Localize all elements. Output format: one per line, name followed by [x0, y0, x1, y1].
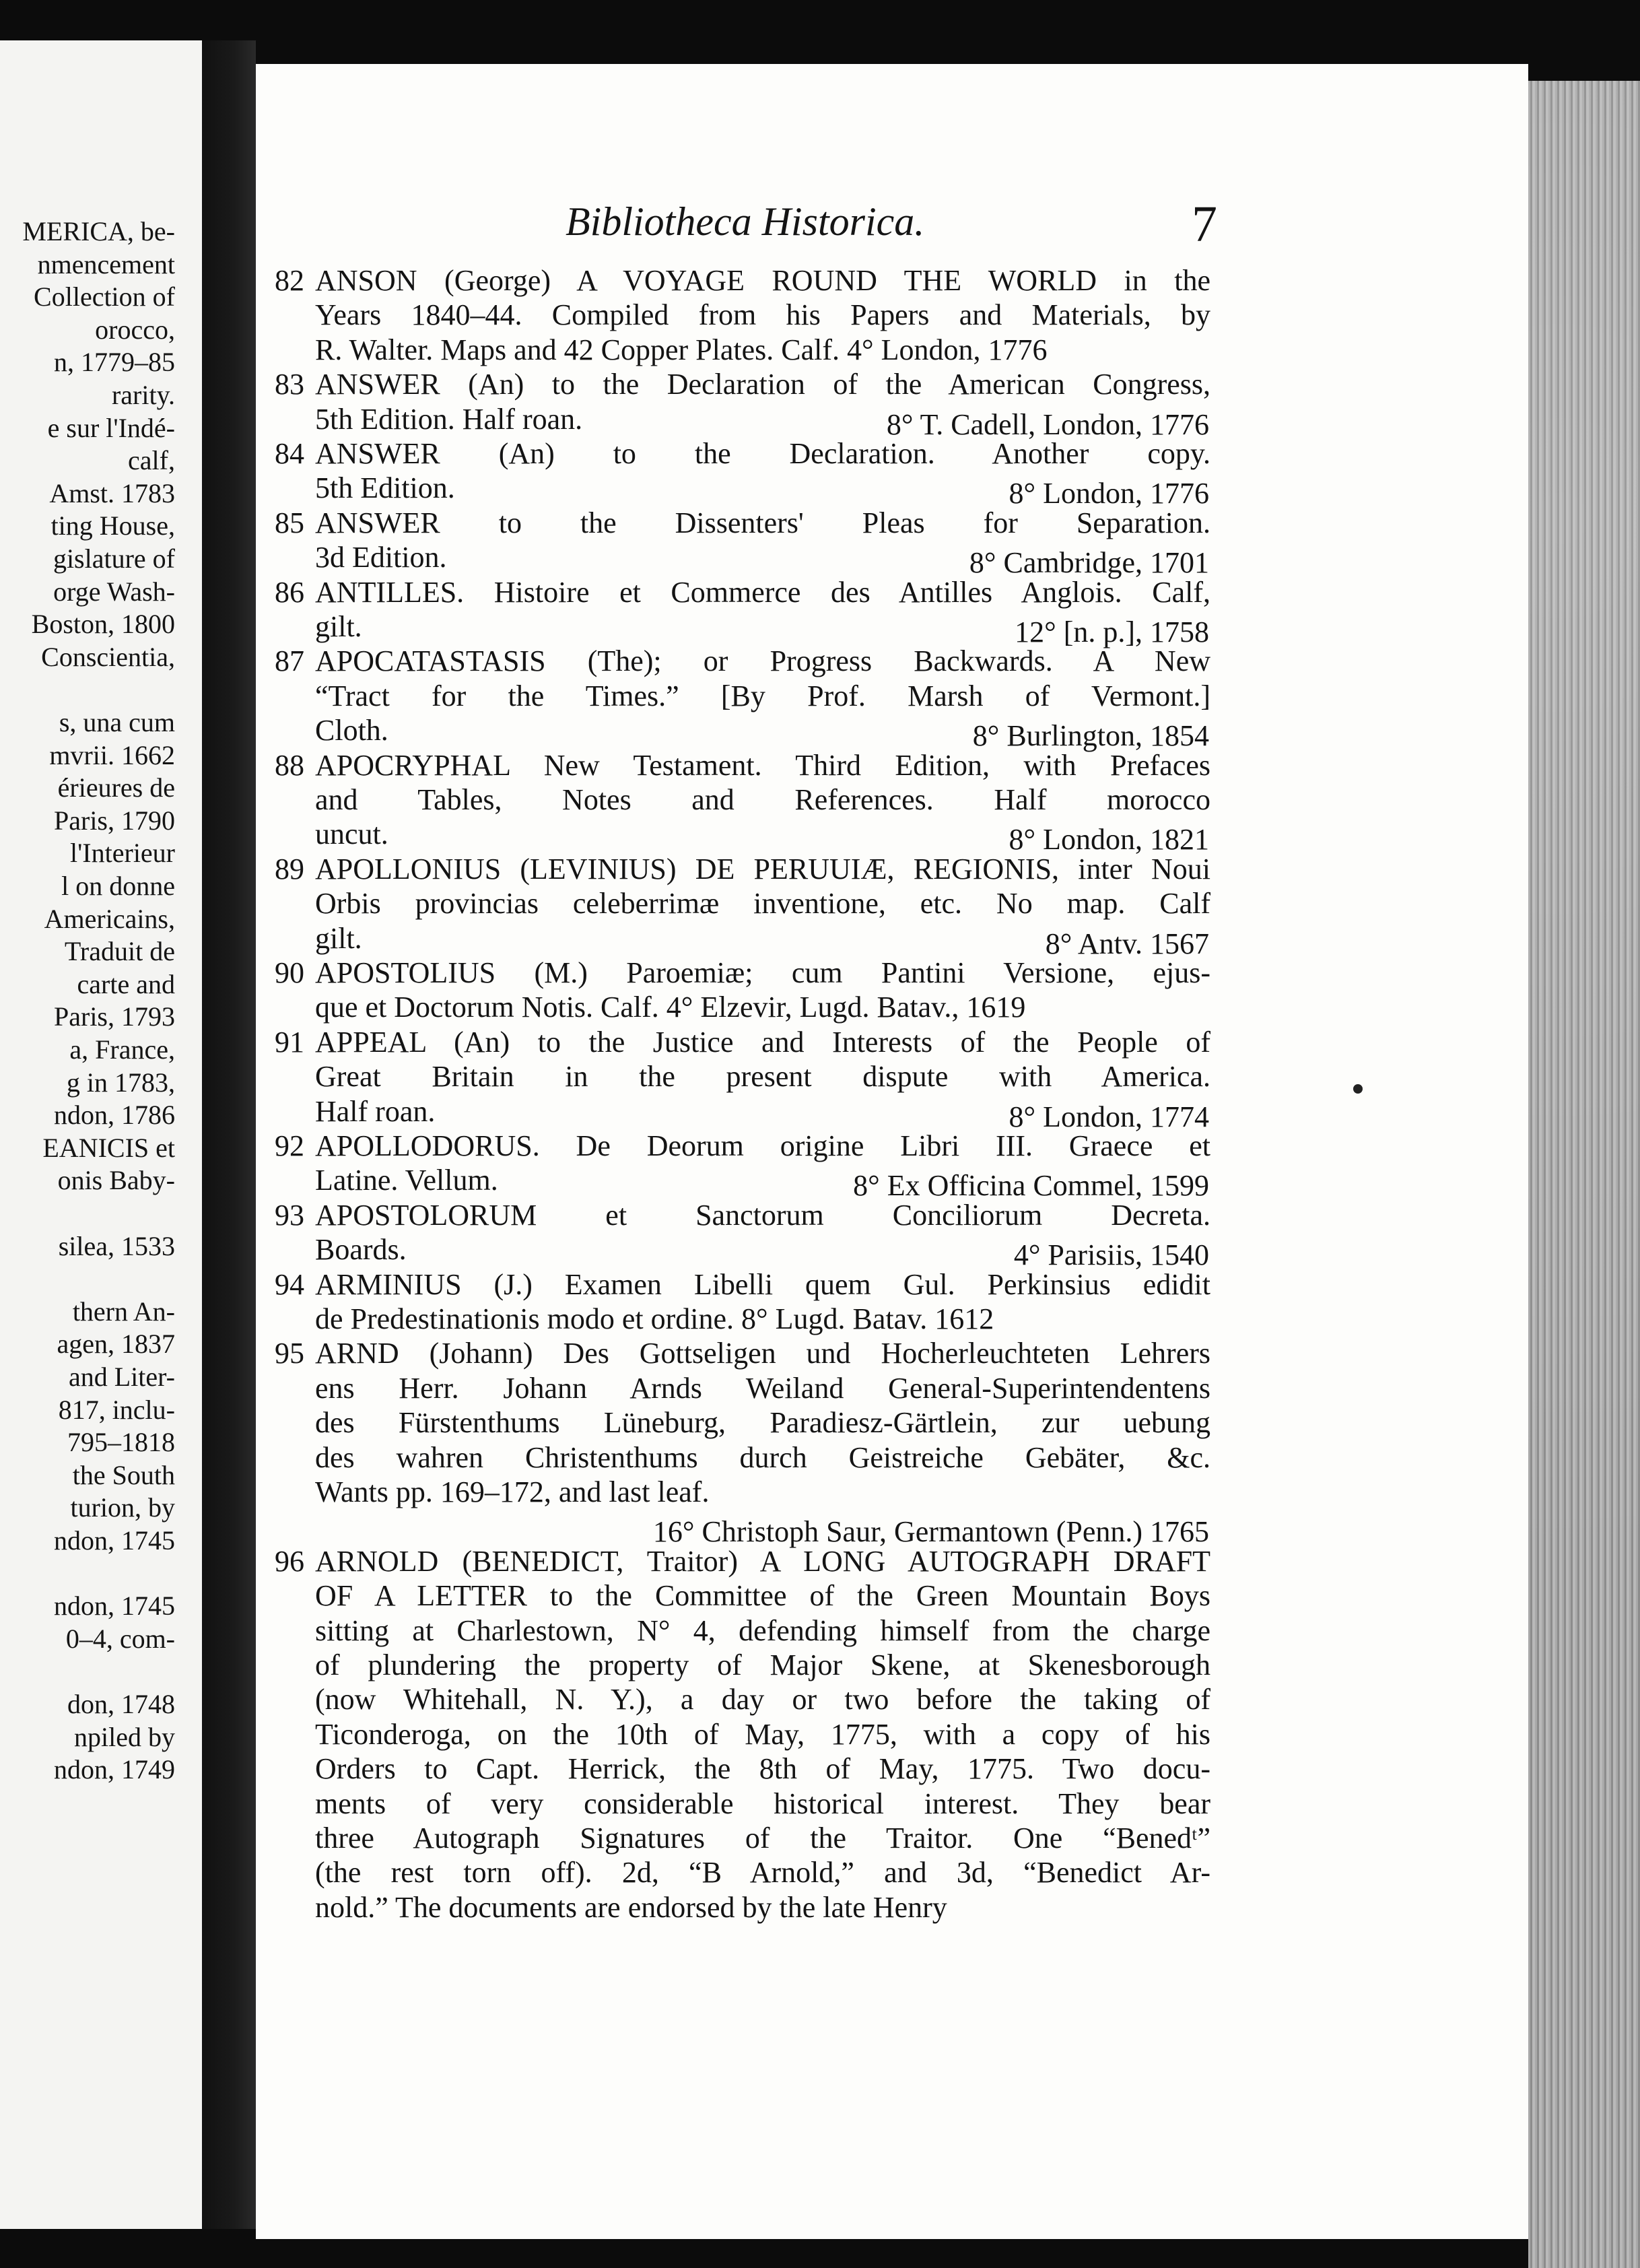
entry-line: ARMINIUS (J.) Examen Libelli quem Gul. Perkinsius edidit [315, 1267, 1210, 1301]
entry-imprint: 12° [n. p.], 1758 [1015, 615, 1209, 648]
entry-line: des wahren Christenthums durch Geistreiche Gebäter, &c. [315, 1440, 1210, 1474]
entry-line: Boards. [315, 1233, 407, 1267]
facing-page-line: mvrii. 1662 [49, 739, 175, 770]
entry-imprint: 8° London, 1821 [1009, 823, 1209, 857]
running-title: Bibliotheca Historica. [566, 199, 925, 244]
facing-page-line: ting House, [50, 510, 175, 541]
ink-spot [1353, 1084, 1363, 1094]
book-gutter [202, 40, 256, 2229]
entry-line: Wants pp. 169–172, and last leaf. [315, 1475, 710, 1508]
facing-page-line: e sur l'Indé- [47, 412, 175, 443]
facing-page-line: Paris, 1793 [54, 1001, 175, 1032]
entry-line: of plundering the property of Major Skene, at Skenesborough [315, 1648, 1210, 1681]
entry-imprint: 8° Cambridge, 1701 [969, 546, 1209, 580]
entry-line: APPEAL (An) to the Justice and Interests of the People of [315, 1025, 1210, 1059]
entry-line: ANSON (George) A VOYAGE ROUND THE WORLD in the [315, 264, 1210, 297]
facing-page-line: MERICA, be- [22, 216, 175, 246]
entry-number: 83 [275, 368, 304, 401]
facing-page-line: ndon, 1745 [54, 1525, 175, 1556]
entry-line: and Tables, Notes and References. Half morocco [315, 783, 1210, 816]
entry-number: 88 [275, 748, 304, 782]
entry-line: OF A LETTER to the Committee of the Green Mountain Boys [315, 1579, 1210, 1613]
facing-page-fragment [0, 40, 202, 2229]
entry-line: APOLLONIUS (LEVINIUS) DE PERUUIÆ, REGIONIS, inter Noui [315, 852, 1210, 886]
entry-line: ANSWER (An) to the Declaration of the American Congress, [315, 368, 1210, 401]
entry-line: APOSTOLORUM et Sanctorum Conciliorum Decreta. [315, 1198, 1210, 1232]
entry-line: Cloth. [315, 714, 388, 747]
entry-number: 96 [275, 1544, 304, 1578]
facing-page-line: don, 1748 [67, 1689, 175, 1719]
facing-page-line: Collection of [34, 281, 175, 312]
entry-line: R. Walter. Maps and 42 Copper Plates. Calf. 4° London, 1776 [315, 333, 1048, 366]
facing-page-line: Conscientia, [41, 641, 175, 672]
entry-line: Orders to Capt. Herrick, the 8th of May, 1775. Two docu- [315, 1752, 1210, 1786]
facing-page-line: ndon, 1786 [54, 1100, 175, 1131]
facing-page-line: agen, 1837 [57, 1329, 175, 1360]
entry-line: APOLLODORUS. De Deorum origine Libri III. Graece et [315, 1129, 1210, 1162]
entry-imprint: 4° Parisiis, 1540 [1013, 1238, 1209, 1272]
facing-page-line: l on donne [61, 871, 175, 901]
facing-page-line: Traduit de [64, 936, 175, 967]
facing-page-line: silea, 1533 [58, 1230, 175, 1261]
entry-line: que et Doctorum Notis. Calf. 4° Elzevir, Lugd. Batav., 1619 [315, 991, 1026, 1024]
entry-imprint: 8° London, 1774 [1009, 1100, 1209, 1133]
entry-imprint: 8° Burlington, 1854 [972, 719, 1209, 753]
facing-page-line: s, una cum [59, 707, 175, 737]
entry-line: ens Herr. Johann Arnds Weiland General-Superintendentens [315, 1371, 1210, 1405]
entry-line: ANTILLES. Histoire et Commerce des Antilles Anglois. Calf, [315, 575, 1210, 609]
entry-line: sitting at Charlestown, N° 4, defending himself from the charge [315, 1613, 1210, 1647]
facing-page-line: Boston, 1800 [31, 609, 175, 640]
facing-page-line: ndon, 1749 [54, 1754, 175, 1785]
entry-number: 91 [275, 1025, 304, 1059]
facing-page-line: carte and [77, 968, 175, 999]
entry-number: 85 [275, 506, 304, 539]
facing-page-line: calf, [128, 445, 175, 476]
entry-line: APOCATASTASIS (The); or Progress Backwards. A New [315, 644, 1210, 678]
facing-page-line: Paris, 1790 [54, 805, 175, 836]
facing-page-line: and Liter- [68, 1362, 175, 1392]
entry-line: gilt. [315, 610, 362, 643]
entry-imprint: 8° Ex Officina Commel, 1599 [853, 1169, 1209, 1203]
entry-number: 94 [275, 1267, 304, 1301]
facing-page-line: nmencement [37, 248, 175, 279]
entry-number: 95 [275, 1337, 304, 1370]
facing-page-line: ndon, 1745 [54, 1591, 175, 1622]
page-edges [1528, 81, 1640, 2268]
entry-line: Great Britain in the present dispute with America. [315, 1060, 1210, 1094]
facing-page-line: 795–1818 [67, 1427, 175, 1458]
entry-line: ARNOLD (BENEDICT, Traitor) A LONG AUTOGRAPH DRAFT [315, 1544, 1210, 1578]
entry-line: Ticonderoga, on the 10th of May, 1775, with a copy of his [315, 1717, 1210, 1751]
facing-page-line: érieures de [57, 772, 175, 803]
entry-number: 84 [275, 437, 304, 470]
facing-page-line: thern An- [72, 1296, 175, 1327]
page-number: 7 [1192, 196, 1217, 253]
entry-line: 5th Edition. [315, 471, 455, 505]
facing-page-line: EANICIS et [42, 1132, 175, 1163]
facing-page-line: 0–4, com- [65, 1623, 175, 1654]
entry-number: 86 [275, 575, 304, 609]
entry-line: des Fürstenthums Lüneburg, Paradiesz-Gärtlein, zur uebung [315, 1406, 1210, 1440]
entry-line: three Autograph Signatures of the Traitor. One “Benedᵗ” [315, 1822, 1210, 1855]
facing-page-line: rarity. [111, 380, 175, 410]
facing-page-line: n, 1779–85 [54, 347, 175, 378]
facing-page-line: Amst. 1783 [49, 477, 175, 508]
entry-line: nold.” The documents are endorsed by the late Henry [315, 1890, 947, 1924]
entry-line: ANSWER (An) to the Declaration. Another copy. [315, 437, 1210, 470]
facing-page-line: turion, by [70, 1492, 175, 1523]
facing-page-line: gislature of [53, 543, 175, 574]
entry-line: Years 1840–44. Compiled from his Papers and Materials, by [315, 298, 1210, 332]
entry-line: ARND (Johann) Des Gottseligen und Hocherleuchteten Lehrers [315, 1337, 1210, 1370]
entry-imprint: 8° T. Cadell, London, 1776 [886, 407, 1209, 441]
facing-page-line: the South [72, 1459, 175, 1490]
entry-line: Half roan. [315, 1094, 436, 1128]
entry-number: 87 [275, 644, 304, 678]
entry-line: uncut. [315, 818, 388, 851]
entry-number: 89 [275, 852, 304, 886]
entry-imprint: 16° Christoph Saur, Germantown (Penn.) 1765 [652, 1515, 1209, 1549]
facing-page-line: a, France, [69, 1034, 175, 1065]
entry-line: “Tract for the Times.” [By Prof. Marsh of Vermont.] [315, 679, 1210, 712]
entry-number: 92 [275, 1129, 304, 1162]
entry-line: ANSWER to the Dissenters' Pleas for Separation. [315, 506, 1210, 539]
entry-number: 82 [275, 264, 304, 297]
facing-page-line: g in 1783, [66, 1067, 175, 1098]
facing-page-line: orge Wash- [53, 576, 175, 607]
entry-number: 93 [275, 1198, 304, 1232]
entry-line: Orbis provincias celeberrimæ inventione, etc. No map. Calf [315, 887, 1210, 921]
entry-line: (the rest torn off). 2d, “B Arnold,” and 3d, “Benedict Ar- [315, 1856, 1210, 1890]
entry-line: gilt. [315, 921, 362, 955]
entry-line: 5th Edition. Half roan. [315, 402, 583, 436]
facing-page-line: orocco, [95, 314, 175, 345]
entry-number: 90 [275, 956, 304, 989]
entry-line: APOCRYPHAL New Testament. Third Edition, with Prefaces [315, 748, 1210, 782]
facing-page-line: npiled by [74, 1721, 175, 1752]
entry-line: ments of very considerable historical interest. They bear [315, 1787, 1210, 1820]
entry-line: Latine. Vellum. [315, 1164, 498, 1197]
entry-imprint: 8° London, 1776 [1009, 477, 1209, 510]
entry-line: 3d Edition. [315, 541, 447, 574]
entry-line: (now Whitehall, N. Y.), a day or two before the taking of [315, 1683, 1210, 1716]
facing-page-line: onis Baby- [57, 1165, 175, 1196]
facing-page-line: 817, inclu- [58, 1394, 175, 1425]
entry-line: de Predestinationis modo et ordine. 8° Lugd. Batav. 1612 [315, 1302, 994, 1335]
facing-page-line: l'Interieur [69, 838, 175, 869]
facing-page-line: Americains, [44, 903, 175, 934]
entry-line: APOSTOLIUS (M.) Paroemiæ; cum Pantini Versione, ejus- [315, 956, 1210, 989]
entry-imprint: 8° Antv. 1567 [1045, 927, 1209, 960]
